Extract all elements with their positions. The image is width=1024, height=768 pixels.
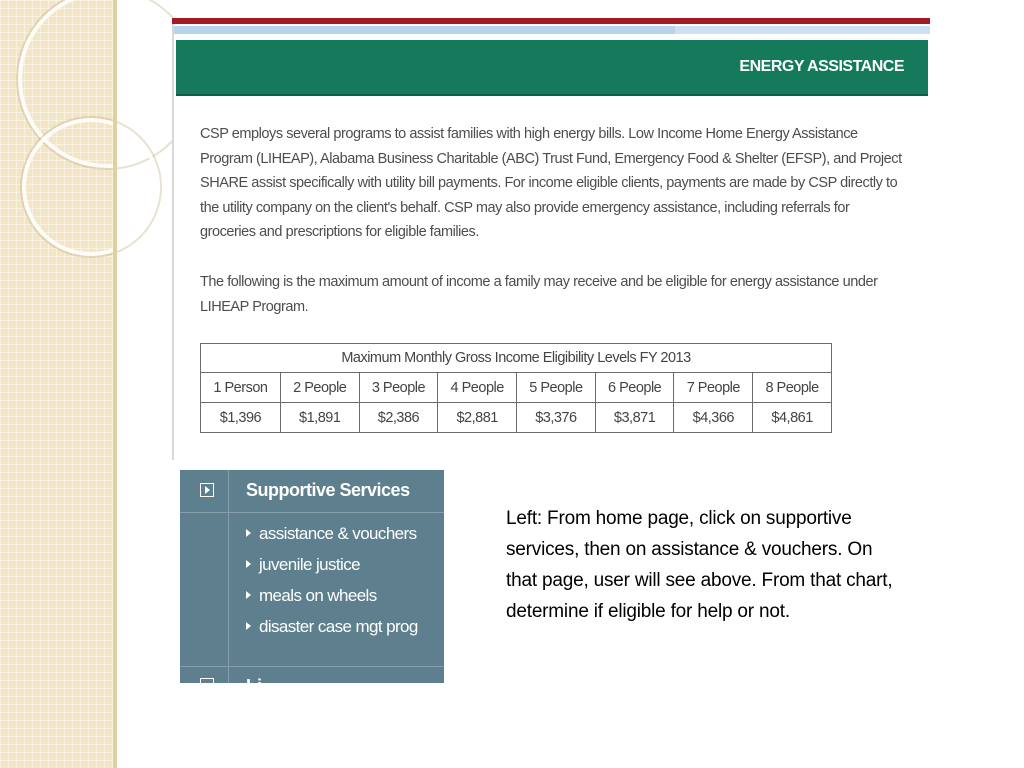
menu-item-label: juvenile justice xyxy=(259,555,360,574)
menu-divider xyxy=(228,470,229,683)
table-header-cell: 7 People xyxy=(674,373,753,403)
panel-border xyxy=(172,18,174,460)
table-value-cell: $3,376 xyxy=(517,403,596,433)
table-value-cell: $1,396 xyxy=(201,403,281,433)
menu-item-label: meals on wheels xyxy=(259,586,377,605)
page-header-banner xyxy=(176,40,928,96)
table-value-cell: $2,386 xyxy=(359,403,438,433)
table-caption: Maximum Monthly Gross Income Eligibility Levels FY 2013 xyxy=(201,344,832,373)
eligibility-paragraph: The following is the maximum amount of income a family may receive and be eligible for energy assistance under LIHEAP Program. xyxy=(200,274,878,315)
decorative-ring xyxy=(22,118,160,256)
menu-item-meals-on-wheels[interactable] xyxy=(246,586,418,617)
table-header-cell: 2 People xyxy=(280,373,359,403)
table-header-cell: 1 Person xyxy=(201,373,281,403)
menu-header-supportive-services[interactable]: Supportive Services xyxy=(246,480,410,500)
expand-arrow-icon[interactable] xyxy=(200,483,214,497)
bullet-arrow-icon xyxy=(246,560,251,568)
table-header-cell: 4 People xyxy=(438,373,517,403)
menu-item-juvenile-justice[interactable] xyxy=(246,555,418,586)
table-row xyxy=(201,403,832,433)
table-header-row xyxy=(201,373,832,403)
table-value-cell: $2,881 xyxy=(438,403,517,433)
table-value-cell: $4,366 xyxy=(674,403,753,433)
table-header-cell: 8 People xyxy=(753,373,832,403)
top-red-bar xyxy=(172,18,930,24)
expand-arrow-icon[interactable] xyxy=(200,678,214,692)
menu-item-assistance-vouchers[interactable] xyxy=(246,524,418,555)
menu-header-next[interactable]: Li xyxy=(246,676,262,696)
menu-item-label: assistance & vouchers xyxy=(259,524,417,543)
menu-sub-list xyxy=(246,524,418,648)
table-caption-row xyxy=(201,344,832,373)
table-value-cell: $3,871 xyxy=(595,403,674,433)
table-value-cell: $4,861 xyxy=(753,403,832,433)
table-header-cell: 3 People xyxy=(359,373,438,403)
bullet-arrow-icon xyxy=(246,591,251,599)
table-header-cell: 6 People xyxy=(595,373,674,403)
menu-divider xyxy=(180,512,444,513)
decorative-side-strip xyxy=(0,0,113,768)
menu-divider xyxy=(180,666,444,667)
page-title: ENERGY ASSISTANCE xyxy=(739,58,904,75)
instruction-text: Left: From home page, click on supportive services, then on assistance & vouchers. On that page, user will see above. From that chart, determine if eligible for help or not. xyxy=(506,508,893,622)
menu-item-label: disaster case mgt prog xyxy=(259,617,418,636)
energy-assistance-page-screenshot xyxy=(172,18,930,460)
intro-paragraph: CSP employs several programs to assist families with high energy bills. Low Income Home Energy Assistance Program (LIHEAP), Alabama Business Charitable (ABC) Trust Fund, Emergency Food & Shelter (EFSP), and Project SHARE assist specifically with utility bill payments. For income eligible clients, payments are made by CSP directly to the utility company on the client's behalf. CSP may also provide emergency assistance, including referrals for groceries and prescriptions for eligible families. xyxy=(200,126,902,240)
side-strip-edge xyxy=(113,0,117,768)
supportive-services-menu xyxy=(180,470,444,696)
table-value-cell: $1,891 xyxy=(280,403,359,433)
top-blue-bar xyxy=(174,26,930,34)
table-header-cell: 5 People xyxy=(517,373,596,403)
bullet-arrow-icon xyxy=(246,529,251,537)
income-eligibility-table xyxy=(200,343,832,433)
menu-item-disaster-case-mgt[interactable] xyxy=(246,617,418,648)
bullet-arrow-icon xyxy=(246,622,251,630)
